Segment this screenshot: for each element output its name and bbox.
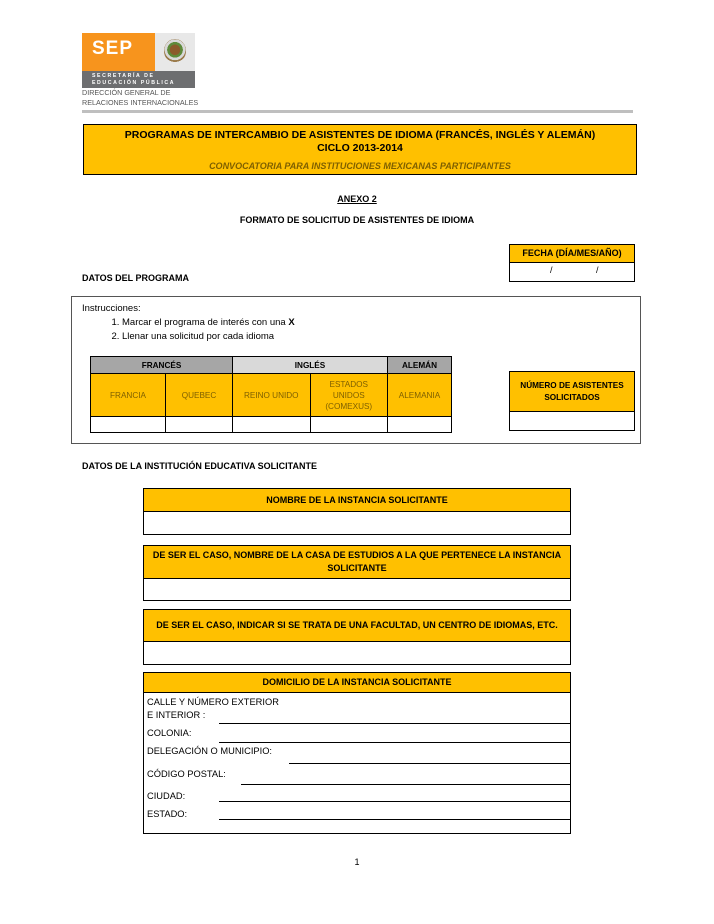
program-quebec: QUEBEC bbox=[166, 374, 233, 417]
select-quebec-cell[interactable] bbox=[166, 417, 233, 433]
address-box bbox=[143, 672, 571, 834]
call-subtitle: CONVOCATORIA PARA INSTITUCIONES MEXICANAS PARTICIPANTES bbox=[209, 161, 511, 171]
program-title: PROGRAMAS DE INTERCAMBIO DE ASISTENTES DE IDIOMA (FRANCÉS, INGLÉS Y ALEMÁN) bbox=[124, 129, 596, 141]
assistants-count-box bbox=[509, 371, 635, 431]
city-label: CIUDAD: bbox=[147, 791, 186, 801]
municipio-label: DELEGACIÓN O MUNICIPIO: bbox=[147, 746, 273, 756]
select-alemania-cell[interactable] bbox=[388, 417, 452, 433]
parent-institution-header: DE SER EL CASO, NOMBRE DE LA CASA DE ESTUDIOS A LA QUE PERTENECE LA INSTANCIA SOLICITANTE bbox=[144, 546, 570, 579]
program-reino-unido: REINO UNIDO bbox=[233, 374, 311, 417]
parent-institution-box bbox=[143, 545, 571, 601]
title-box bbox=[83, 124, 637, 175]
language-aleman: ALEMÁN bbox=[388, 357, 452, 374]
assistants-count-header: NÚMERO DE ASISTENTES SOLICITADOS bbox=[510, 372, 634, 412]
page-number: 1 bbox=[354, 857, 360, 867]
instruction-1: 1. Marcar el programa de interés con una X bbox=[122, 316, 295, 330]
postal-code-label: CÓDIGO POSTAL: bbox=[147, 769, 226, 779]
colonia-label: COLONIA: bbox=[147, 728, 192, 738]
institution-name-box bbox=[143, 488, 571, 535]
institution-section-title: DATOS DE LA INSTITUCIÓN EDUCATIVA SOLICITANTE bbox=[82, 461, 317, 471]
date-box bbox=[509, 244, 635, 282]
state-input[interactable] bbox=[219, 819, 570, 820]
state-label: ESTADO: bbox=[147, 809, 188, 819]
national-seal-icon bbox=[155, 33, 195, 71]
street-label: CALLE Y NÚMERO EXTERIOR E INTERIOR : bbox=[147, 697, 279, 720]
institution-name-header: NOMBRE DE LA INSTANCIA SOLICITANTE bbox=[144, 489, 570, 512]
department-name: DIRECCIÓN GENERAL DE RELACIONES INTERNACIONALES bbox=[82, 88, 199, 107]
institution-type-header: DE SER EL CASO, INDICAR SI SE TRATA DE UNA FACULTAD, UN CENTRO DE IDIOMAS, ETC. bbox=[144, 610, 570, 642]
select-estados-unidos-cell[interactable] bbox=[310, 417, 388, 433]
instructions: Instrucciones: 1. Marcar el programa de interés con una X 2. Llenar una solicitud por cada idioma bbox=[82, 302, 295, 344]
postal-code-input[interactable] bbox=[241, 784, 570, 785]
logo-subtitle: SECRETARÍA DE EDUCACIÓN PÚBLICA bbox=[82, 71, 195, 88]
colonia-input[interactable] bbox=[219, 742, 570, 743]
language-ingles: INGLÉS bbox=[233, 357, 388, 374]
address-header: DOMICILIO DE LA INSTANCIA SOLICITANTE bbox=[144, 673, 570, 693]
select-reino-unido-cell[interactable] bbox=[233, 417, 311, 433]
logo-text: SEP bbox=[82, 33, 155, 71]
institution-type-input[interactable] bbox=[144, 642, 570, 664]
language-frances: FRANCÉS bbox=[91, 357, 233, 374]
header-divider bbox=[82, 110, 633, 113]
program-section-title: DATOS DEL PROGRAMA bbox=[82, 273, 190, 283]
program-alemania: ALEMANIA bbox=[388, 374, 452, 417]
institution-type-box bbox=[143, 609, 571, 665]
municipio-input[interactable] bbox=[289, 763, 570, 764]
sep-logo bbox=[82, 33, 195, 88]
form-title: FORMATO DE SOLICITUD DE ASISTENTES DE IDIOMA bbox=[239, 215, 475, 225]
program-table bbox=[90, 356, 452, 433]
program-francia: FRANCIA bbox=[91, 374, 166, 417]
city-input[interactable] bbox=[219, 801, 570, 802]
instruction-2: 2. Llenar una solicitud por cada idioma bbox=[122, 330, 295, 344]
cycle-title: CICLO 2013-2014 bbox=[317, 142, 403, 154]
program-estados-unidos: ESTADOS UNIDOS (COMEXUS) bbox=[310, 374, 388, 417]
select-francia-cell[interactable] bbox=[91, 417, 166, 433]
parent-institution-input[interactable] bbox=[144, 579, 570, 600]
date-input[interactable]: / / bbox=[550, 265, 599, 275]
institution-name-input[interactable] bbox=[144, 512, 570, 534]
street-input[interactable] bbox=[219, 723, 570, 724]
annex-label: ANEXO 2 bbox=[337, 194, 377, 204]
date-header: FECHA (DÍA/MES/AÑO) bbox=[510, 245, 634, 263]
assistants-count-input[interactable] bbox=[510, 412, 634, 430]
